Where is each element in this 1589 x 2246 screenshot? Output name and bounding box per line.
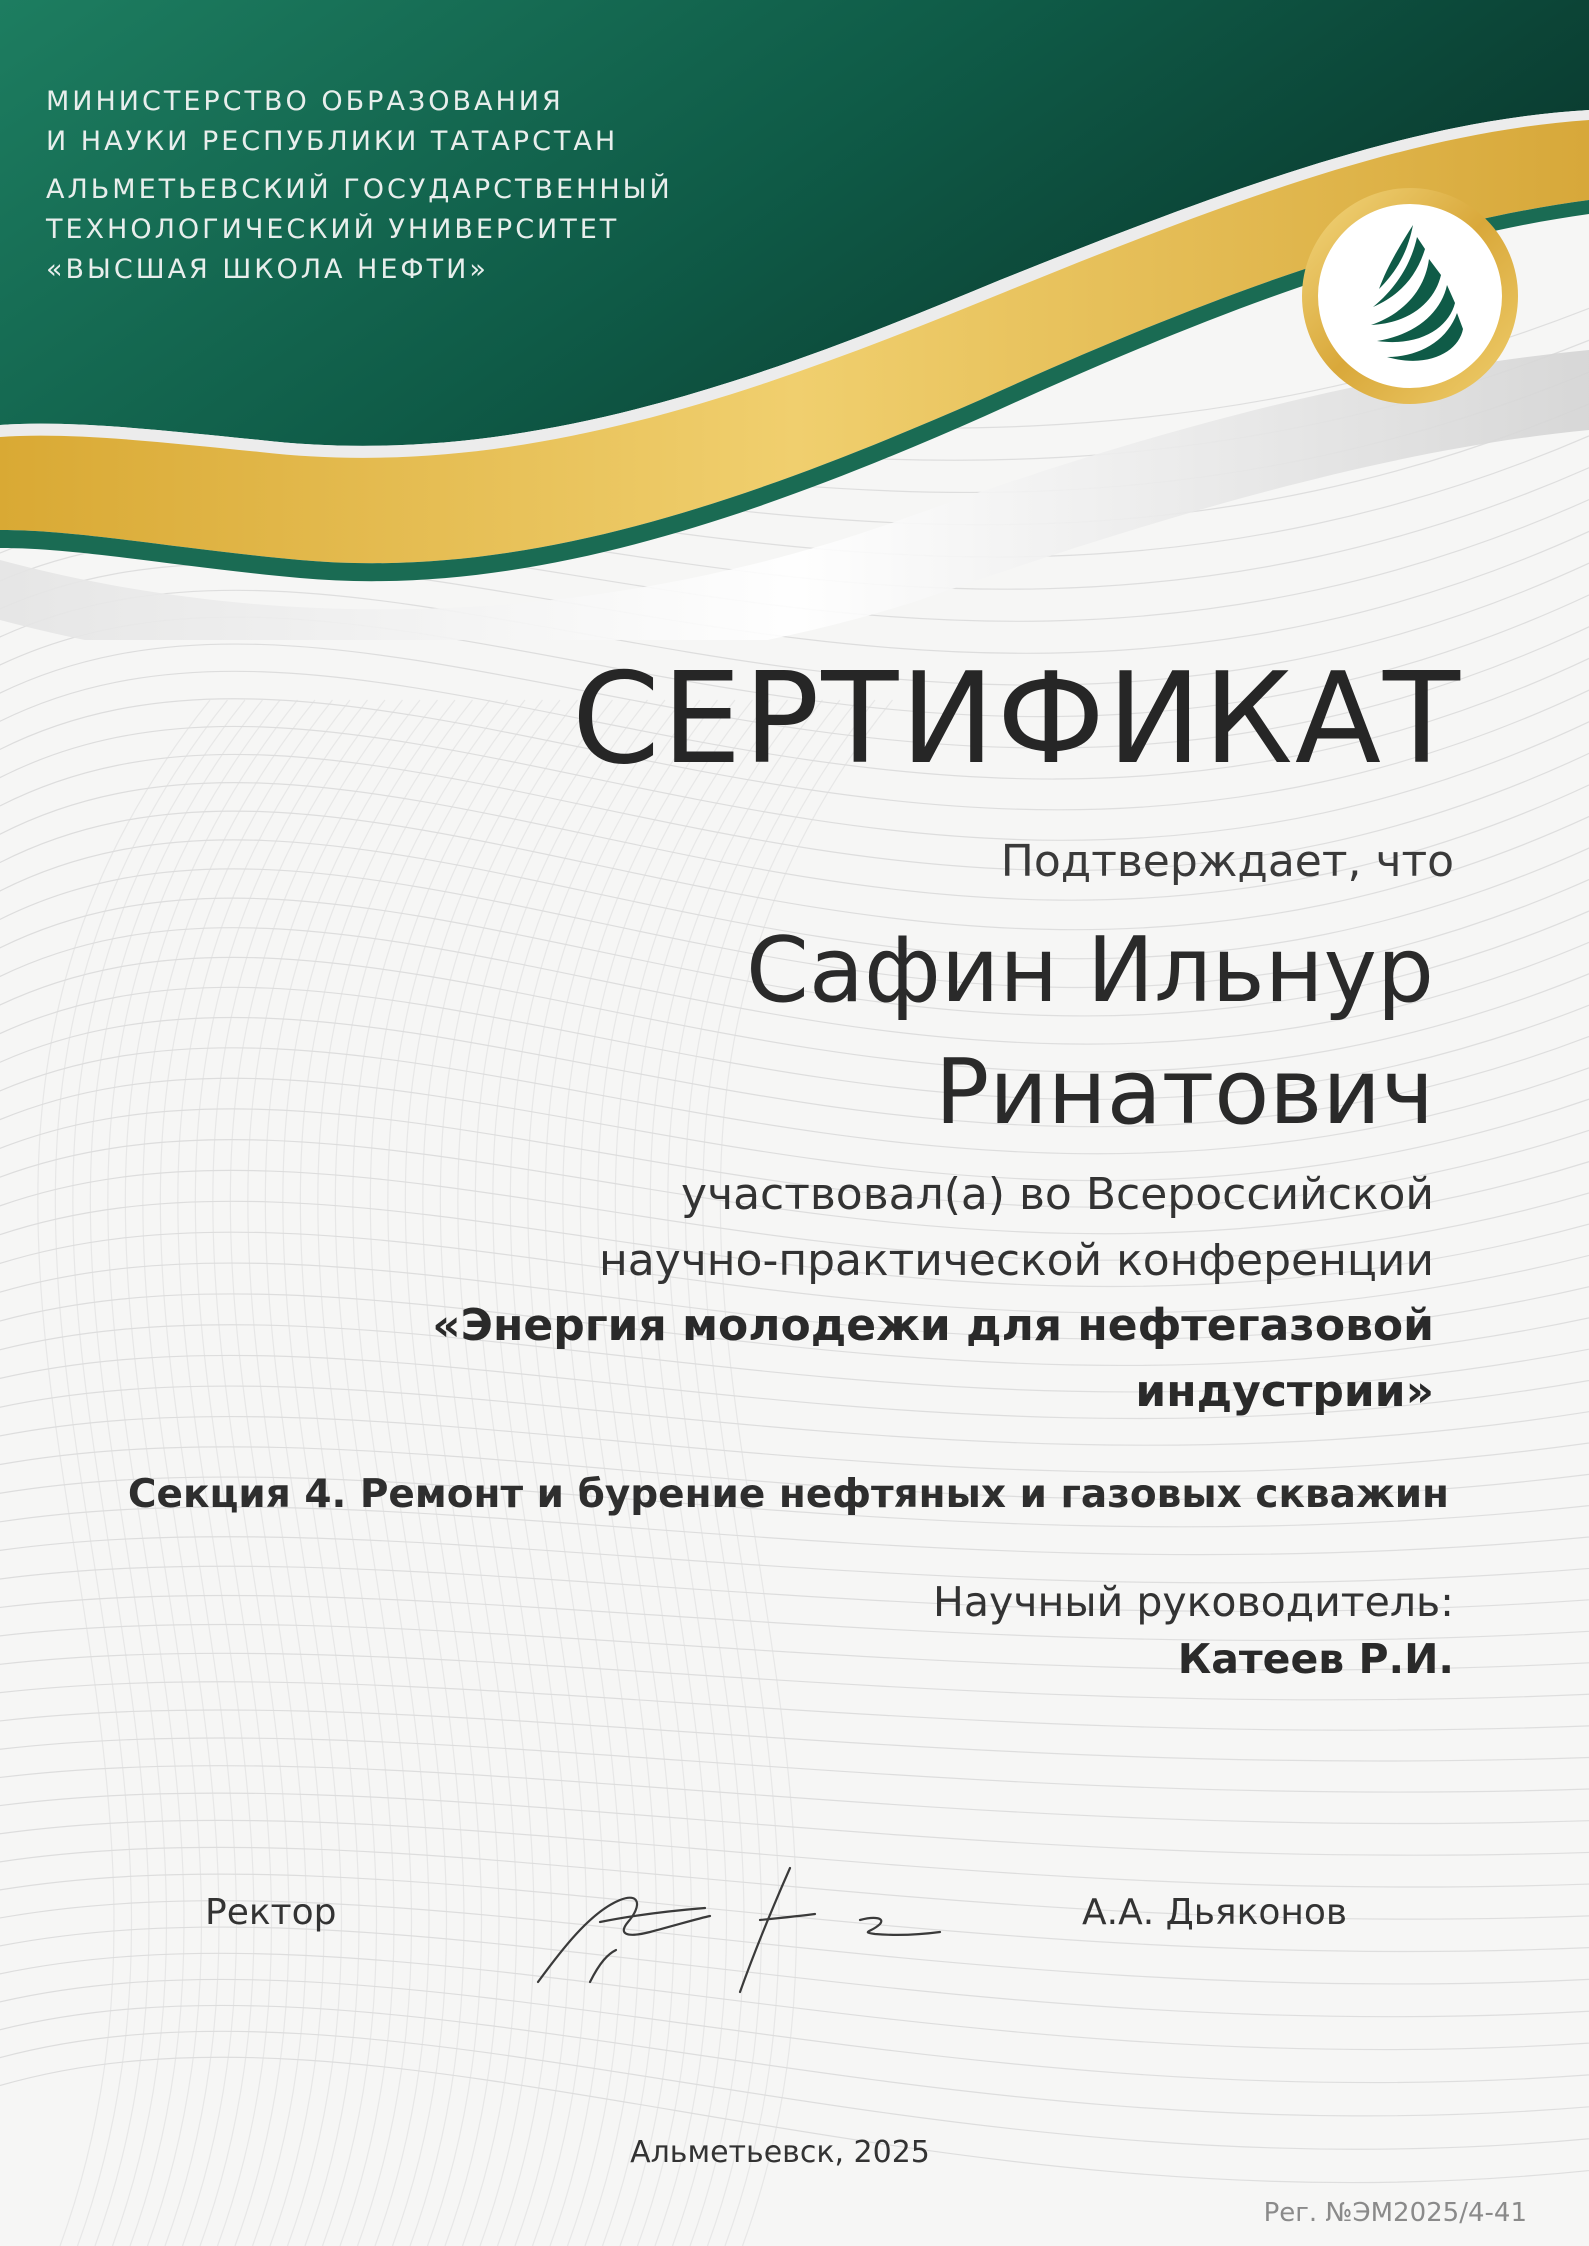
university-line-1: АЛЬМЕТЬЕВСКИЙ ГОСУДАРСТВЕННЫЙ	[46, 174, 673, 205]
ministry-name	[46, 82, 673, 162]
ministry-line-1: МИНИСТЕРСТВО ОБРАЗОВАНИЯ	[46, 86, 564, 117]
city-year: Альметьевск, 2025	[630, 2135, 930, 2170]
oil-drop-logo-icon	[1299, 185, 1521, 407]
recipient-name	[746, 910, 1434, 1154]
certificate-title: СЕРТИФИКАТ	[571, 645, 1462, 792]
ministry-line-2: И НАУКИ РЕСПУБЛИКИ ТАТАРСТАН	[46, 126, 619, 157]
supervisor-name: Катеев Р.И.	[1177, 1635, 1454, 1683]
participation-line-1: участвовал(а) во Всероссийской	[681, 1169, 1434, 1220]
participation-line-2: научно-практической конференции	[599, 1235, 1434, 1286]
header-organizations	[46, 82, 673, 298]
registration-number: Рег. №ЭМ2025/4-41	[1263, 2198, 1527, 2228]
recipient-name-line-2: Ринатович	[935, 1040, 1434, 1145]
conference-title	[432, 1293, 1434, 1425]
participation-text	[599, 1162, 1434, 1294]
supervisor-label: Научный руководитель:	[933, 1578, 1454, 1626]
rector-label: Ректор	[205, 1892, 337, 1933]
university-name	[46, 170, 673, 290]
section-title: Секция 4. Ремонт и бурение нефтяных и газовых скважин	[127, 1472, 1449, 1517]
rector-name: А.А. Дьяконов	[1082, 1892, 1348, 1933]
university-line-2: ТЕХНОЛОГИЧЕСКИЙ УНИВЕРСИТЕТ	[46, 214, 620, 245]
confirms-text: Подтверждает, что	[1000, 836, 1454, 887]
university-line-3: «ВЫСШАЯ ШКОЛА НЕФТИ»	[46, 254, 489, 285]
recipient-name-line-1: Сафин Ильнур	[745, 918, 1434, 1023]
conference-line-2: индустрии»	[1135, 1366, 1434, 1417]
rector-signature	[530, 1862, 950, 2002]
conference-line-1: «Энергия молодежи для нефтегазовой	[432, 1300, 1434, 1351]
